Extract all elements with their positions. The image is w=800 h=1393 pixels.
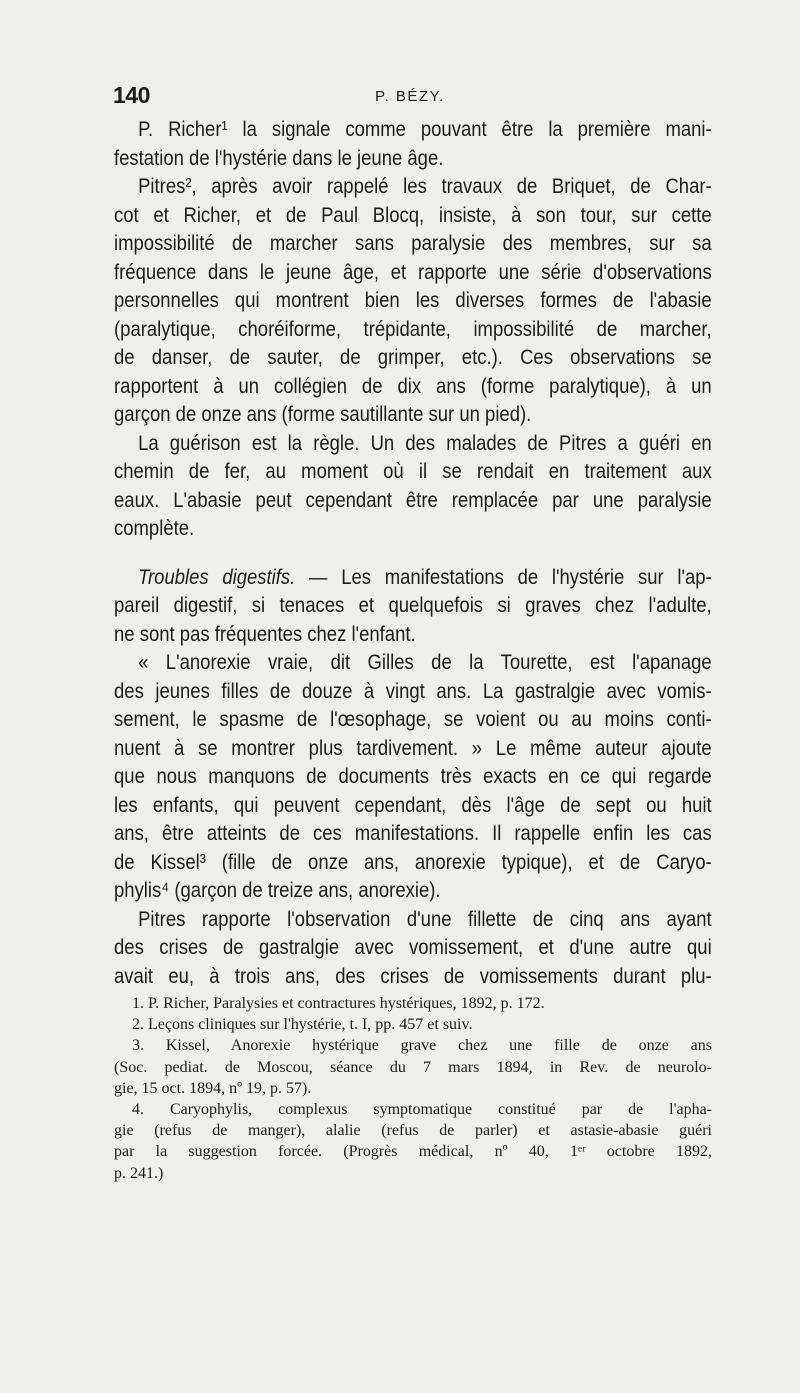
footnote-line: gie (refus de manger), alalie (refus de parler) et astasie-abasie guéri	[114, 1122, 712, 1140]
text-line: personnelles qui montrent bien les diverses formes de l'abasie	[114, 288, 712, 312]
paragraph-1	[114, 115, 712, 172]
text-line: les enfants, qui peuvent cependant, dès l'âge de sept ou huit	[114, 792, 712, 817]
footnotes	[114, 993, 712, 1184]
text-line: P. Richer¹ la signale comme pouvant être la première mani-	[138, 117, 712, 141]
text-line: eaux. L'abasie peut cependant être remplacée par une paralysie	[114, 487, 712, 512]
running-head: P. BÉZY.	[375, 88, 445, 105]
text-line: La guérison est la règle. Un des malades de Pitres a guéri en	[138, 430, 712, 455]
paragraph-gap	[114, 543, 712, 563]
text-line: sement, le spasme de l'œsophage, se voient ou au moins conti-	[114, 707, 712, 731]
footnote-line: 1. P. Richer, Paralysies et contractures hystériques, 1892, p. 172.	[132, 995, 545, 1012]
main-text	[114, 115, 712, 990]
text-line: de danser, de sauter, de grimper, etc.). Ces observations se	[114, 345, 712, 369]
paragraph-2	[114, 172, 712, 429]
text-line: rapportent à un collégien de dix ans (forme paralytique), à un	[114, 373, 712, 398]
footnote-3	[114, 1035, 712, 1099]
text-line: cot et Richer, et de Paul Blocq, insiste, à son tour, sur cette	[114, 202, 712, 227]
footnote-line: p. 241.)	[114, 1164, 164, 1182]
footnote-line: gie, 15 oct. 1894, nº 19, p. 57).	[114, 1079, 312, 1097]
text-line: ans, être atteints de ces manifestations. Il rappelle enfin les cas	[114, 821, 712, 845]
text-line: ne sont pas fréquentes chez l'enfant.	[114, 621, 416, 646]
text-line: phylis⁴ (garçon de treize ans, anorexie).	[114, 878, 441, 902]
text-line: fréquence dans le jeune âge, et rapporte une série d'observations	[114, 259, 712, 284]
text-line: complète.	[114, 516, 195, 540]
paragraph-3	[114, 429, 712, 543]
text-line: de Kissel³ (fille de onze ans, anorexie typique), et de Caryo-	[114, 849, 712, 874]
footnote-1	[114, 993, 712, 1014]
footnote-line: 3. Kissel, Anorexie hystérique grave chez une fille de onze ans	[132, 1037, 712, 1055]
paragraph-4	[114, 563, 712, 649]
text-line: festation de l'hystérie dans le jeune âge.	[114, 145, 444, 170]
page-header	[113, 82, 713, 112]
text-line: Pitres², après avoir rappelé les travaux de Briquet, de Char-	[138, 174, 712, 198]
text-line: garçon de onze ans (forme sautillante sur un pied).	[114, 402, 532, 426]
text-line: chemin de fer, au moment où il se rendait en traitement aux	[114, 459, 712, 483]
footnote-2	[114, 1014, 712, 1035]
footnote-line: par la suggestion forcée. (Progrès médical, nº 40, 1ᵉʳ octobre 1892,	[114, 1143, 712, 1161]
footnote-line: (Soc. pediat. de Moscou, séance du 7 mars 1894, in Rev. de neurolo-	[114, 1058, 712, 1076]
text-line: « L'anorexie vraie, dit Gilles de la Tourette, est l'apanage	[138, 650, 712, 674]
footnote-line: 2. Leçons cliniques sur l'hystérie, t. I, pp. 457 et suiv.	[132, 1016, 473, 1034]
paragraph-6	[114, 905, 712, 991]
text-line: que nous manquons de documents très exacts en ce qui regarde	[114, 764, 712, 788]
text-line	[114, 563, 712, 592]
paragraph-5	[114, 648, 712, 905]
text-line: (paralytique, choréiforme, trépidante, impossibilité de marcher,	[114, 316, 712, 341]
text-line: des crises de gastralgie avec vomissement, et d'une autre qui	[114, 935, 712, 959]
text-span: — Les manifestations de l'hystérie sur l'ap-	[295, 564, 712, 589]
page-number: 140	[113, 82, 150, 108]
text-line: Pitres rapporte l'observation d'une fillette de cinq ans ayant	[138, 906, 712, 931]
section-title: Troubles digestifs.	[138, 564, 296, 589]
footnote-line: 4. Caryophylis, complexus symptomatique constitué par de l'apha-	[132, 1100, 712, 1118]
text-line: avait eu, à trois ans, des crises de vomissements durant plu-	[114, 963, 712, 988]
text-line: des jeunes filles de douze à vingt ans. La gastralgie avec vomis-	[114, 678, 712, 703]
text-line: pareil digestif, si tenaces et quelquefois si graves chez l'adulte,	[114, 593, 712, 617]
text-line: impossibilité de marcher sans paralysie des membres, sur sa	[114, 231, 712, 255]
footnote-4	[114, 1099, 712, 1184]
text-line: nuent à se montrer plus tardivement. » Le même auteur ajoute	[114, 735, 712, 760]
